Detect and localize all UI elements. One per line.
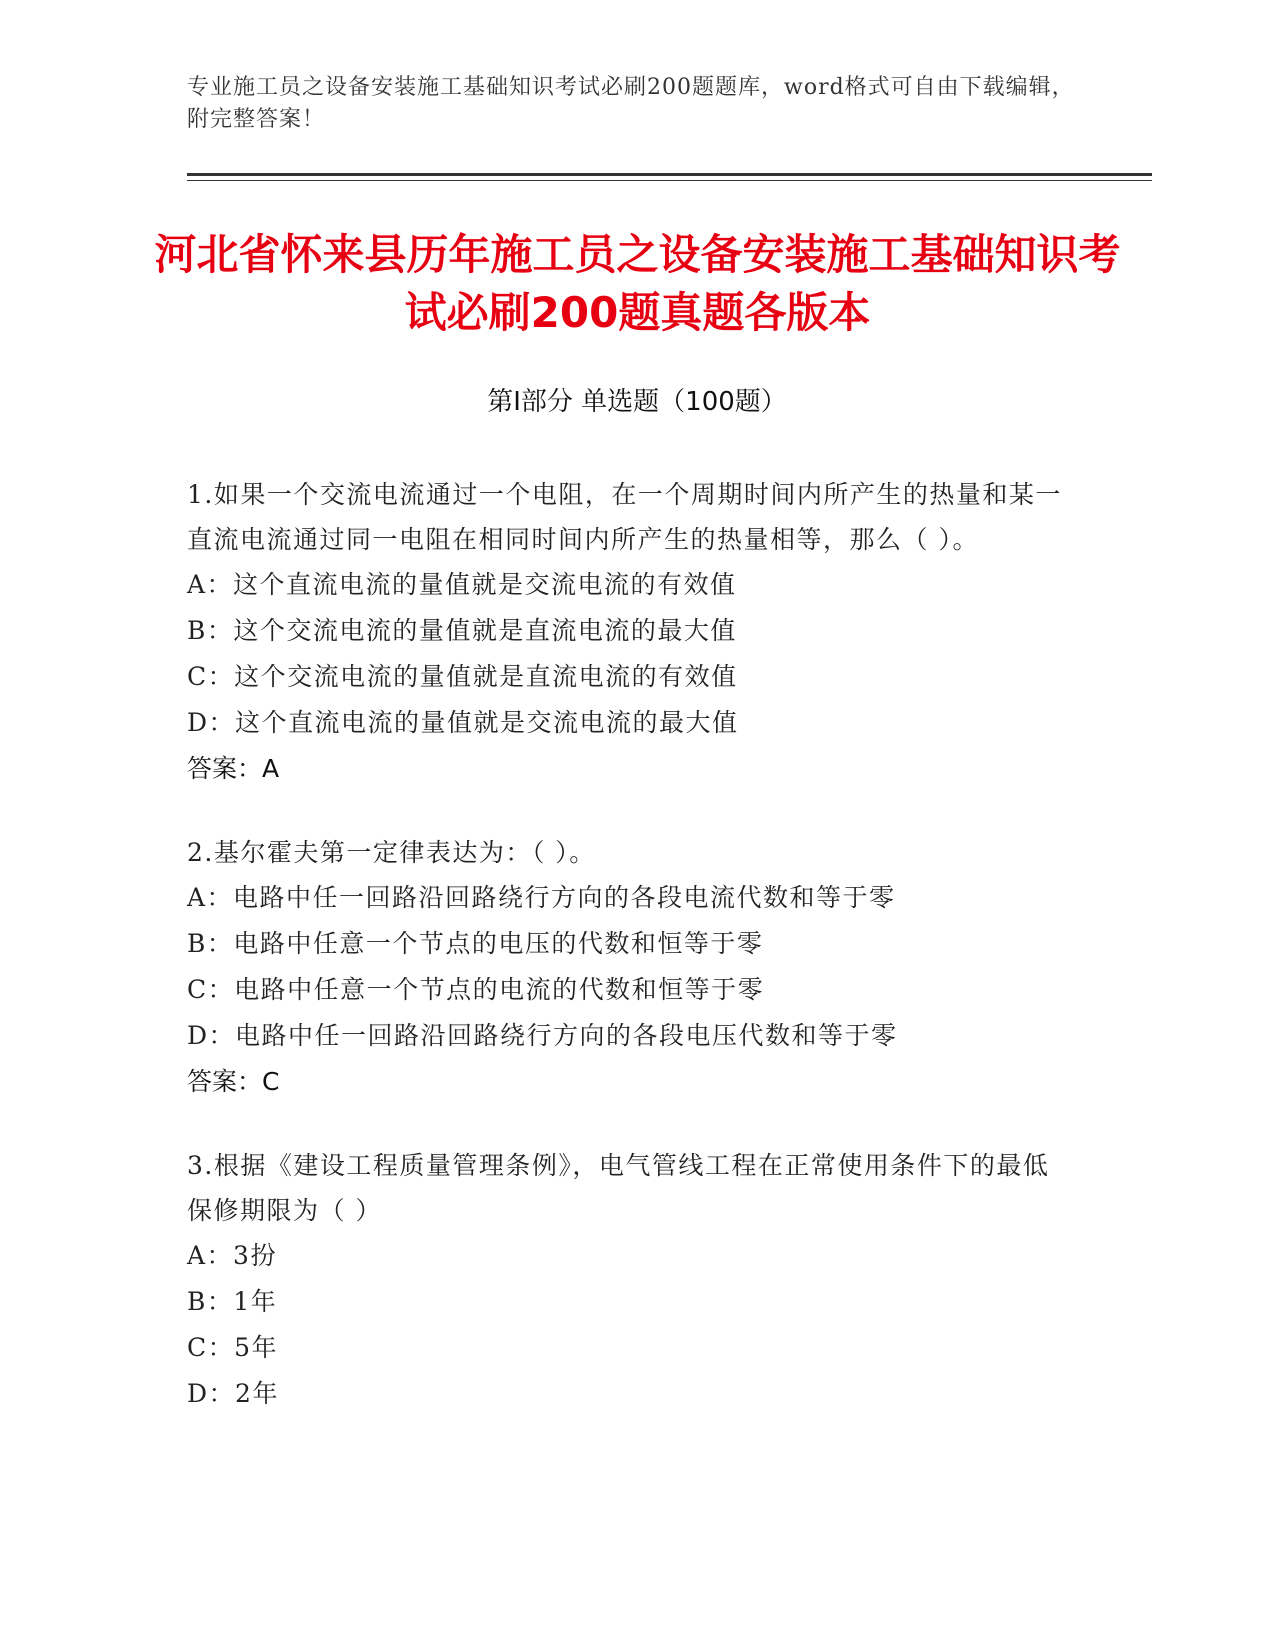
- option-d: D：电路中任一回路沿回路绕行方向的各段电压代数和等于零: [187, 1021, 898, 1050]
- option-c: C：电路中任意一个节点的电流的代数和恒等于零: [187, 975, 765, 1004]
- question-list: [187, 472, 1067, 1455]
- question-stem: 3.根据《建设工程质量管理条例》，电气管线工程在正常使用条件下的最低保修期限为（ ）: [187, 1151, 1050, 1225]
- header-note: 专业施工员之设备安装施工基础知识考试必刷200题题库，word格式可自由下载编辑，附完整答案！: [187, 75, 1075, 132]
- option-a: A：电路中任一回路沿回路绕行方向的各段电流代数和等于零: [187, 883, 896, 912]
- question-2: [187, 830, 1067, 1105]
- answer: 答案：A: [187, 754, 280, 783]
- section-title: 第Ⅰ部分 单选题（100题）: [487, 387, 787, 417]
- question-3: [187, 1143, 1067, 1417]
- option-c: C：5年: [187, 1333, 279, 1362]
- document-title: 河北省怀来县历年施工员之设备安装施工基础知识考试必刷200题真题各版本: [154, 230, 1121, 337]
- option-c: C：这个交流电流的量值就是直流电流的有效值: [187, 662, 738, 691]
- option-d: D：这个直流电流的量值就是交流电流的最大值: [187, 708, 739, 737]
- question-stem: 1.如果一个交流电流通过一个电阻，在一个周期时间内所产生的热量和某一直流电流通过同一电阻在相同时间内所产生的热量相等，那么（ ）。: [187, 480, 1062, 554]
- option-d: D：2年: [187, 1379, 279, 1408]
- option-a: A：3扮: [187, 1241, 277, 1270]
- option-b: B：这个交流电流的量值就是直流电流的最大值: [187, 616, 737, 645]
- header-divider-thick: [187, 173, 1152, 176]
- header-divider-thin: [187, 180, 1152, 181]
- option-a: A：这个直流电流的量值就是交流电流的有效值: [187, 570, 737, 599]
- question-1: [187, 472, 1067, 792]
- option-b: B：1年: [187, 1287, 278, 1316]
- answer: 答案：C: [187, 1067, 280, 1096]
- option-b: B：电路中任意一个节点的电压的代数和恒等于零: [187, 929, 764, 958]
- question-stem: 2.基尔霍夫第一定律表达为：（ ）。: [187, 838, 596, 867]
